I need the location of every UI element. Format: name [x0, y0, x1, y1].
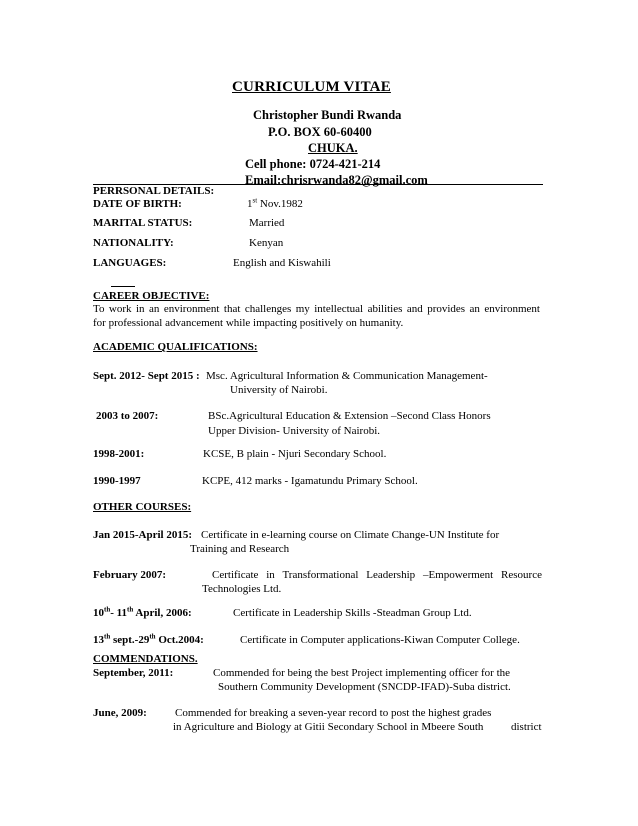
objective-heading: CAREER OBJECTIVE: [93, 290, 210, 302]
academic-text-1a: Msc. Agricultural Information & Communication Management- [206, 370, 488, 382]
course-text-2b: Technologies Ltd. [202, 583, 282, 595]
commendation-text-2a: Commended for breaking a seven-year record to post the highest grades [175, 707, 492, 719]
commendation-text-2c: district [511, 721, 542, 733]
marital-label: MARITAL STATUS: [93, 217, 193, 229]
academic-text-2a: BSc.Agricultural Education & Extension –Second Class Honors [208, 410, 491, 422]
languages-value: English and Kiswahili [233, 257, 331, 269]
course-text-1b: Training and Research [190, 543, 290, 555]
academic-text-1b: University of Nairobi. [230, 384, 328, 396]
commendation-text-1a: Commended for being the best Project implementing officer for the [213, 667, 511, 679]
nationality-label: NATIONALITY: [93, 237, 174, 249]
academic-date-1: Sept. 2012- Sept 2015 : [93, 370, 200, 382]
languages-label: LANGUAGES: [93, 257, 167, 269]
course-text-4: Certificate in Computer applications-Kiwan Computer College. [240, 634, 520, 646]
objective-line-2: for professional advancement while impacting positively on humanity. [93, 317, 404, 329]
dob-value: 1st Nov.1982 [247, 196, 303, 210]
personal-heading: PERRSONAL DETAILS: [93, 185, 215, 197]
commendation-date-2: June, 2009: [93, 707, 147, 719]
course-date-4: 13th sept.-29th Oct.2004: [93, 632, 204, 646]
academic-date-2: 2003 to 2007: [96, 410, 159, 422]
commendations-heading: COMMENDATIONS. [93, 653, 198, 665]
academic-text-3: KCSE, B plain - Njuri Secondary School. [203, 448, 387, 460]
commendation-text-2b: in Agriculture and Biology at Gitii Secondary School in Mbeere South [173, 721, 484, 733]
marital-value: Married [249, 217, 285, 229]
academic-date-3: 1998-2001: [93, 448, 145, 460]
contact-town: CHUKA. [308, 141, 358, 155]
contact-name: Christopher Bundi Rwanda [253, 108, 402, 122]
course-text-1a: Certificate in e-learning course on Climate Change-UN Institute for [201, 529, 500, 541]
objective-line-1: To work in an environment that challenges my intellectual abilities and provides an environment [93, 303, 540, 315]
academic-text-2b: Upper Division- University of Nairobi. [208, 425, 380, 437]
academic-heading: ACADEMIC QUALIFICATIONS: [93, 341, 258, 353]
academic-date-4: 1990-1997 [93, 475, 141, 487]
dob-label: DATE OF BIRTH: [93, 198, 182, 210]
course-date-2: February 2007: [93, 569, 167, 581]
course-text-3: Certificate in Leadership Skills -Steadman Group Ltd. [233, 607, 472, 619]
course-date-3: 10th- 11th April, 2006: [93, 605, 192, 619]
short-rule [111, 286, 135, 287]
cv-title: CURRICULUM VITAE [232, 79, 391, 95]
contact-email: Email:chrisrwanda82@gmail.com [245, 173, 428, 187]
contact-phone: Cell phone: 0724-421-214 [245, 157, 381, 171]
courses-heading: OTHER COURSES: [93, 501, 192, 513]
commendation-text-1b: Southern Community Development (SNCDP-IFAD)-Suba district. [218, 681, 511, 693]
nationality-value: Kenyan [249, 237, 284, 249]
commendation-date-1: September, 2011: [93, 667, 174, 679]
course-date-1: Jan 2015-April 2015: [93, 529, 192, 541]
academic-text-4: KCPE, 412 marks - Igamatundu Primary School. [202, 475, 418, 487]
contact-box: P.O. BOX 60-60400 [268, 125, 372, 139]
course-text-2a: Certificate in Transformational Leadership –Empowerment Resource [212, 569, 542, 581]
